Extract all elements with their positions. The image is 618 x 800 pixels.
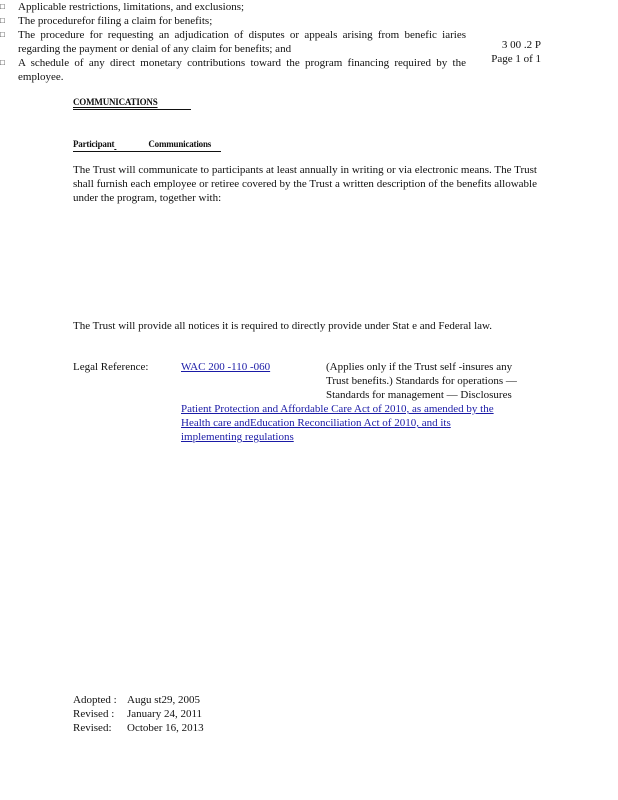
- legal-reference-label: Legal Reference:: [73, 361, 149, 373]
- history-label: Revised :: [73, 708, 115, 720]
- list-item-text: The procedurefor filing a claim for benefits;: [18, 15, 213, 27]
- wac-note-line: Standards for management — Disclosures: [326, 389, 512, 401]
- checkbox-bullet-icon: □: [0, 2, 5, 11]
- history-date: October 16, 2013: [127, 722, 204, 734]
- checkbox-bullet-icon: □: [0, 16, 5, 25]
- history-date: January 24, 2011: [127, 708, 203, 720]
- adoption-history: [73, 693, 204, 735]
- list-item-text: A schedule of any direct monetary contributions toward the program financing required by the employee.: [18, 57, 466, 83]
- history-row-adopted: [73, 693, 204, 707]
- history-row-revised: [73, 707, 204, 721]
- history-row-revised: [73, 721, 204, 735]
- intro-paragraph: The Trust will communicate to participants at least annually in writing or via electronic means. The Trust shall furnish each employee or retiree covered by the Trust a written description of the benefits allowable under the program, together with:: [73, 164, 537, 204]
- subsection-title: [73, 137, 221, 152]
- history-date: Augu st29, 2005: [127, 694, 201, 706]
- wac-reference-link[interactable]: WAC 200 -110 -060: [181, 361, 271, 373]
- list-item: [0, 14, 466, 28]
- page-number: Page 1 of 1: [491, 53, 541, 65]
- wac-note-line: (Applies only if the Trust self -insures any: [326, 361, 513, 373]
- aca-line[interactable]: Patient Protection and Affordable Care Act of 2010, as amended by the: [181, 403, 494, 415]
- history-label: Revised:: [73, 722, 112, 734]
- list-item: [0, 28, 466, 56]
- closing-paragraph: The Trust will provide all notices it is required to directly provide under Stat e and Federal law.: [73, 320, 493, 332]
- list-item: [0, 56, 466, 84]
- subsection-title-word2: Communications: [148, 139, 212, 149]
- policy-number: 3 00 .2 P: [501, 39, 541, 51]
- benefit-list: [0, 0, 466, 84]
- aca-line[interactable]: implementing regulations: [181, 431, 294, 443]
- subsection-title-word1: Participant: [73, 139, 115, 149]
- list-item-text: Applicable restrictions, limitations, and exclusions;: [18, 1, 245, 13]
- list-item: [0, 0, 466, 14]
- wac-reference-note: [326, 360, 526, 402]
- checkbox-bullet-icon: □: [0, 58, 5, 67]
- aca-reference-link[interactable]: [181, 402, 525, 444]
- aca-line[interactable]: Health care andEducation Reconciliation Act of 2010, and its: [181, 417, 451, 429]
- checkbox-bullet-icon: □: [0, 30, 5, 39]
- history-label: Adopted :: [73, 694, 117, 706]
- list-item-text: The procedure for requesting an adjudication of disputes or appeals arising from benefic iaries regarding the payment or denial of any claim for benefits; and: [18, 29, 466, 55]
- wac-note-line: Trust benefits.) Standards for operations —: [326, 375, 517, 387]
- section-title: COMMUNICATIONS: [73, 95, 191, 110]
